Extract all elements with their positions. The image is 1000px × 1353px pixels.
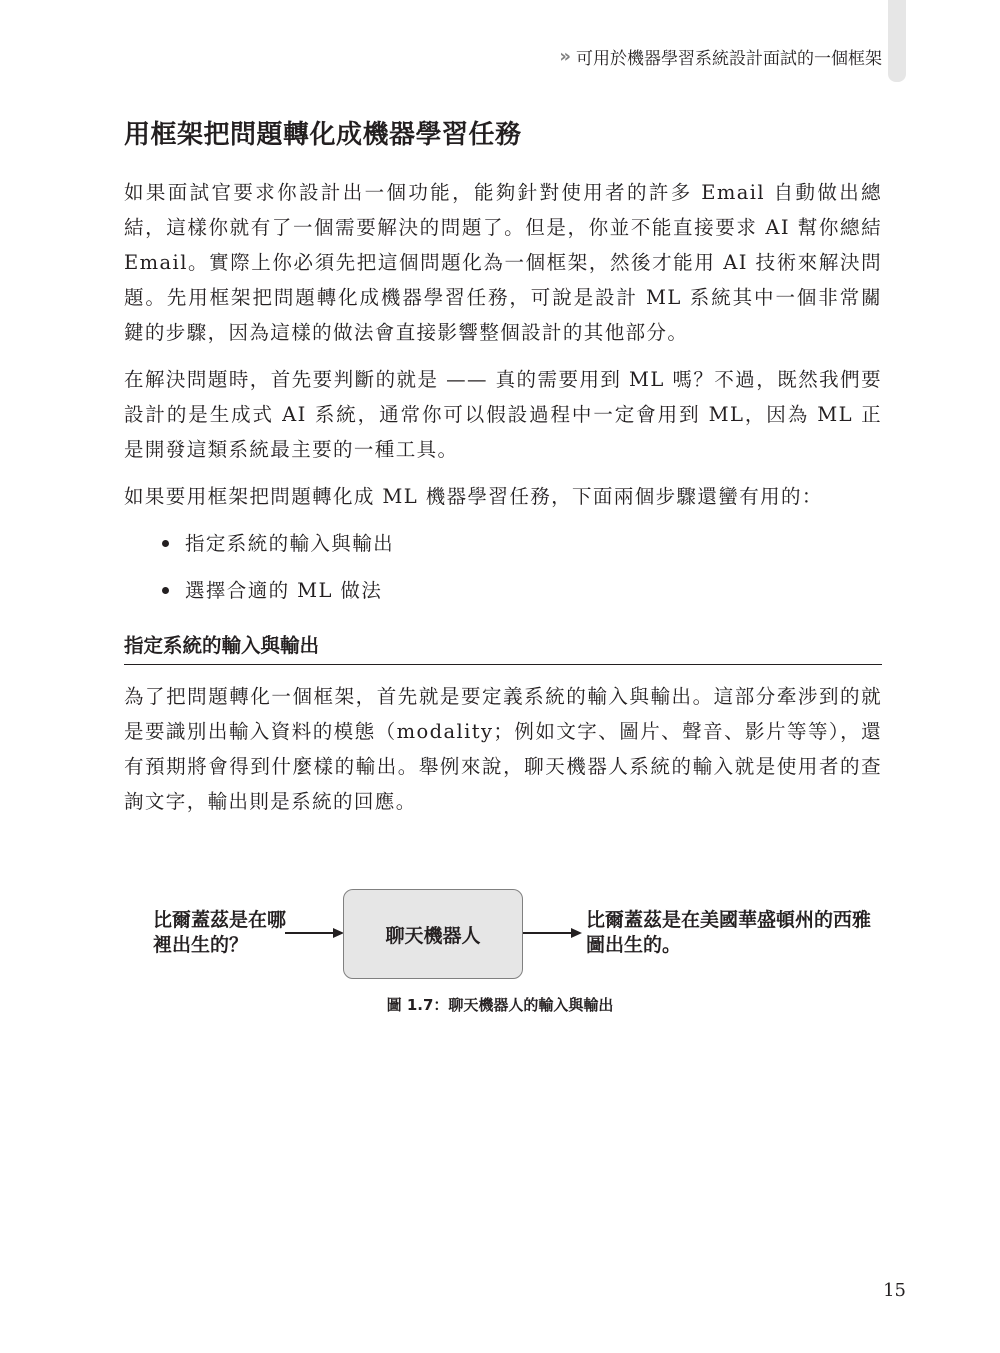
subsection-paragraph: 為了把問題轉化一個框架，首先就是要定義系統的輸入與輸出。這部分牽涉到的就是要識別出輸入資料的模態（modality；例如文字、圖片、聲音、影片等等），還有預期將會得到什麼樣的輸出。舉例來說，聊天機器人系統的輸入就是使用者的查詢文字，輸出則是系統的回應。 <box>124 685 882 813</box>
arrow-right-icon <box>285 925 345 941</box>
list-item-text: 選擇合適的 ML 做法 <box>185 579 383 602</box>
paragraph-2: 在解決問題時，首先要判斷的就是 —— 真的需要用到 ML 嗎？不過，既然我們要設計的是生成式 AI 系統，通常你可以假設過程中一定會用到 ML，因為 ML 正是開發這類系統最主要的一種工具。 <box>124 368 882 461</box>
list-item <box>124 526 882 561</box>
figure-chatbot-io <box>0 884 1000 1024</box>
list-item <box>124 573 882 608</box>
main-content <box>124 114 882 831</box>
figure-caption: 圖 1.7：聊天機器人的輸入與輸出 <box>386 996 614 1014</box>
section-title: 用框架把問題轉化成機器學習任務 <box>124 120 522 150</box>
figure-input-text: 比爾蓋茲是在哪裡出生的？ <box>153 909 287 956</box>
steps-list <box>124 526 882 608</box>
bullet-icon <box>162 540 169 547</box>
subsection-title: 指定系統的輸入與輸出 <box>124 630 882 665</box>
paragraph-3: 如果要用框架把問題轉化成 ML 機器學習任務，下面兩個步驟還蠻有用的： <box>124 485 823 508</box>
list-item-text: 指定系統的輸入與輸出 <box>185 532 395 555</box>
chapter-title: 可用於機器學習系統設計面試的一個框架 <box>576 49 882 69</box>
paragraph-1: 如果面試官要求你設計出一個功能，能夠針對使用者的許多 Email 自動做出總結，這樣你就有了一個需要解決的問題了。但是，你並不能直接要求 AI 幫你總結 Email。實際上你必須先把這個問題化為一個框架，然後才能用 AI 技術來解決問題。先用框架把問題轉化成機器學習任務，可說是設計 ML 系統其中一個非常關鍵的步驟，因為這樣的做法會直接影響整個設計的其他部分。 <box>124 181 882 344</box>
figure-output-text: 比爾蓋茲是在美國華盛頓州的西雅圖出生的。 <box>586 909 872 956</box>
page-number: 15 <box>883 1280 906 1301</box>
double-chevron-icon: » <box>559 46 568 67</box>
chatbot-box <box>343 889 523 979</box>
bullet-icon <box>162 587 169 594</box>
running-header <box>559 44 882 69</box>
chatbot-box-label: 聊天機器人 <box>385 924 481 947</box>
page-edge-tab <box>888 0 906 82</box>
arrow-right-icon <box>523 925 583 941</box>
